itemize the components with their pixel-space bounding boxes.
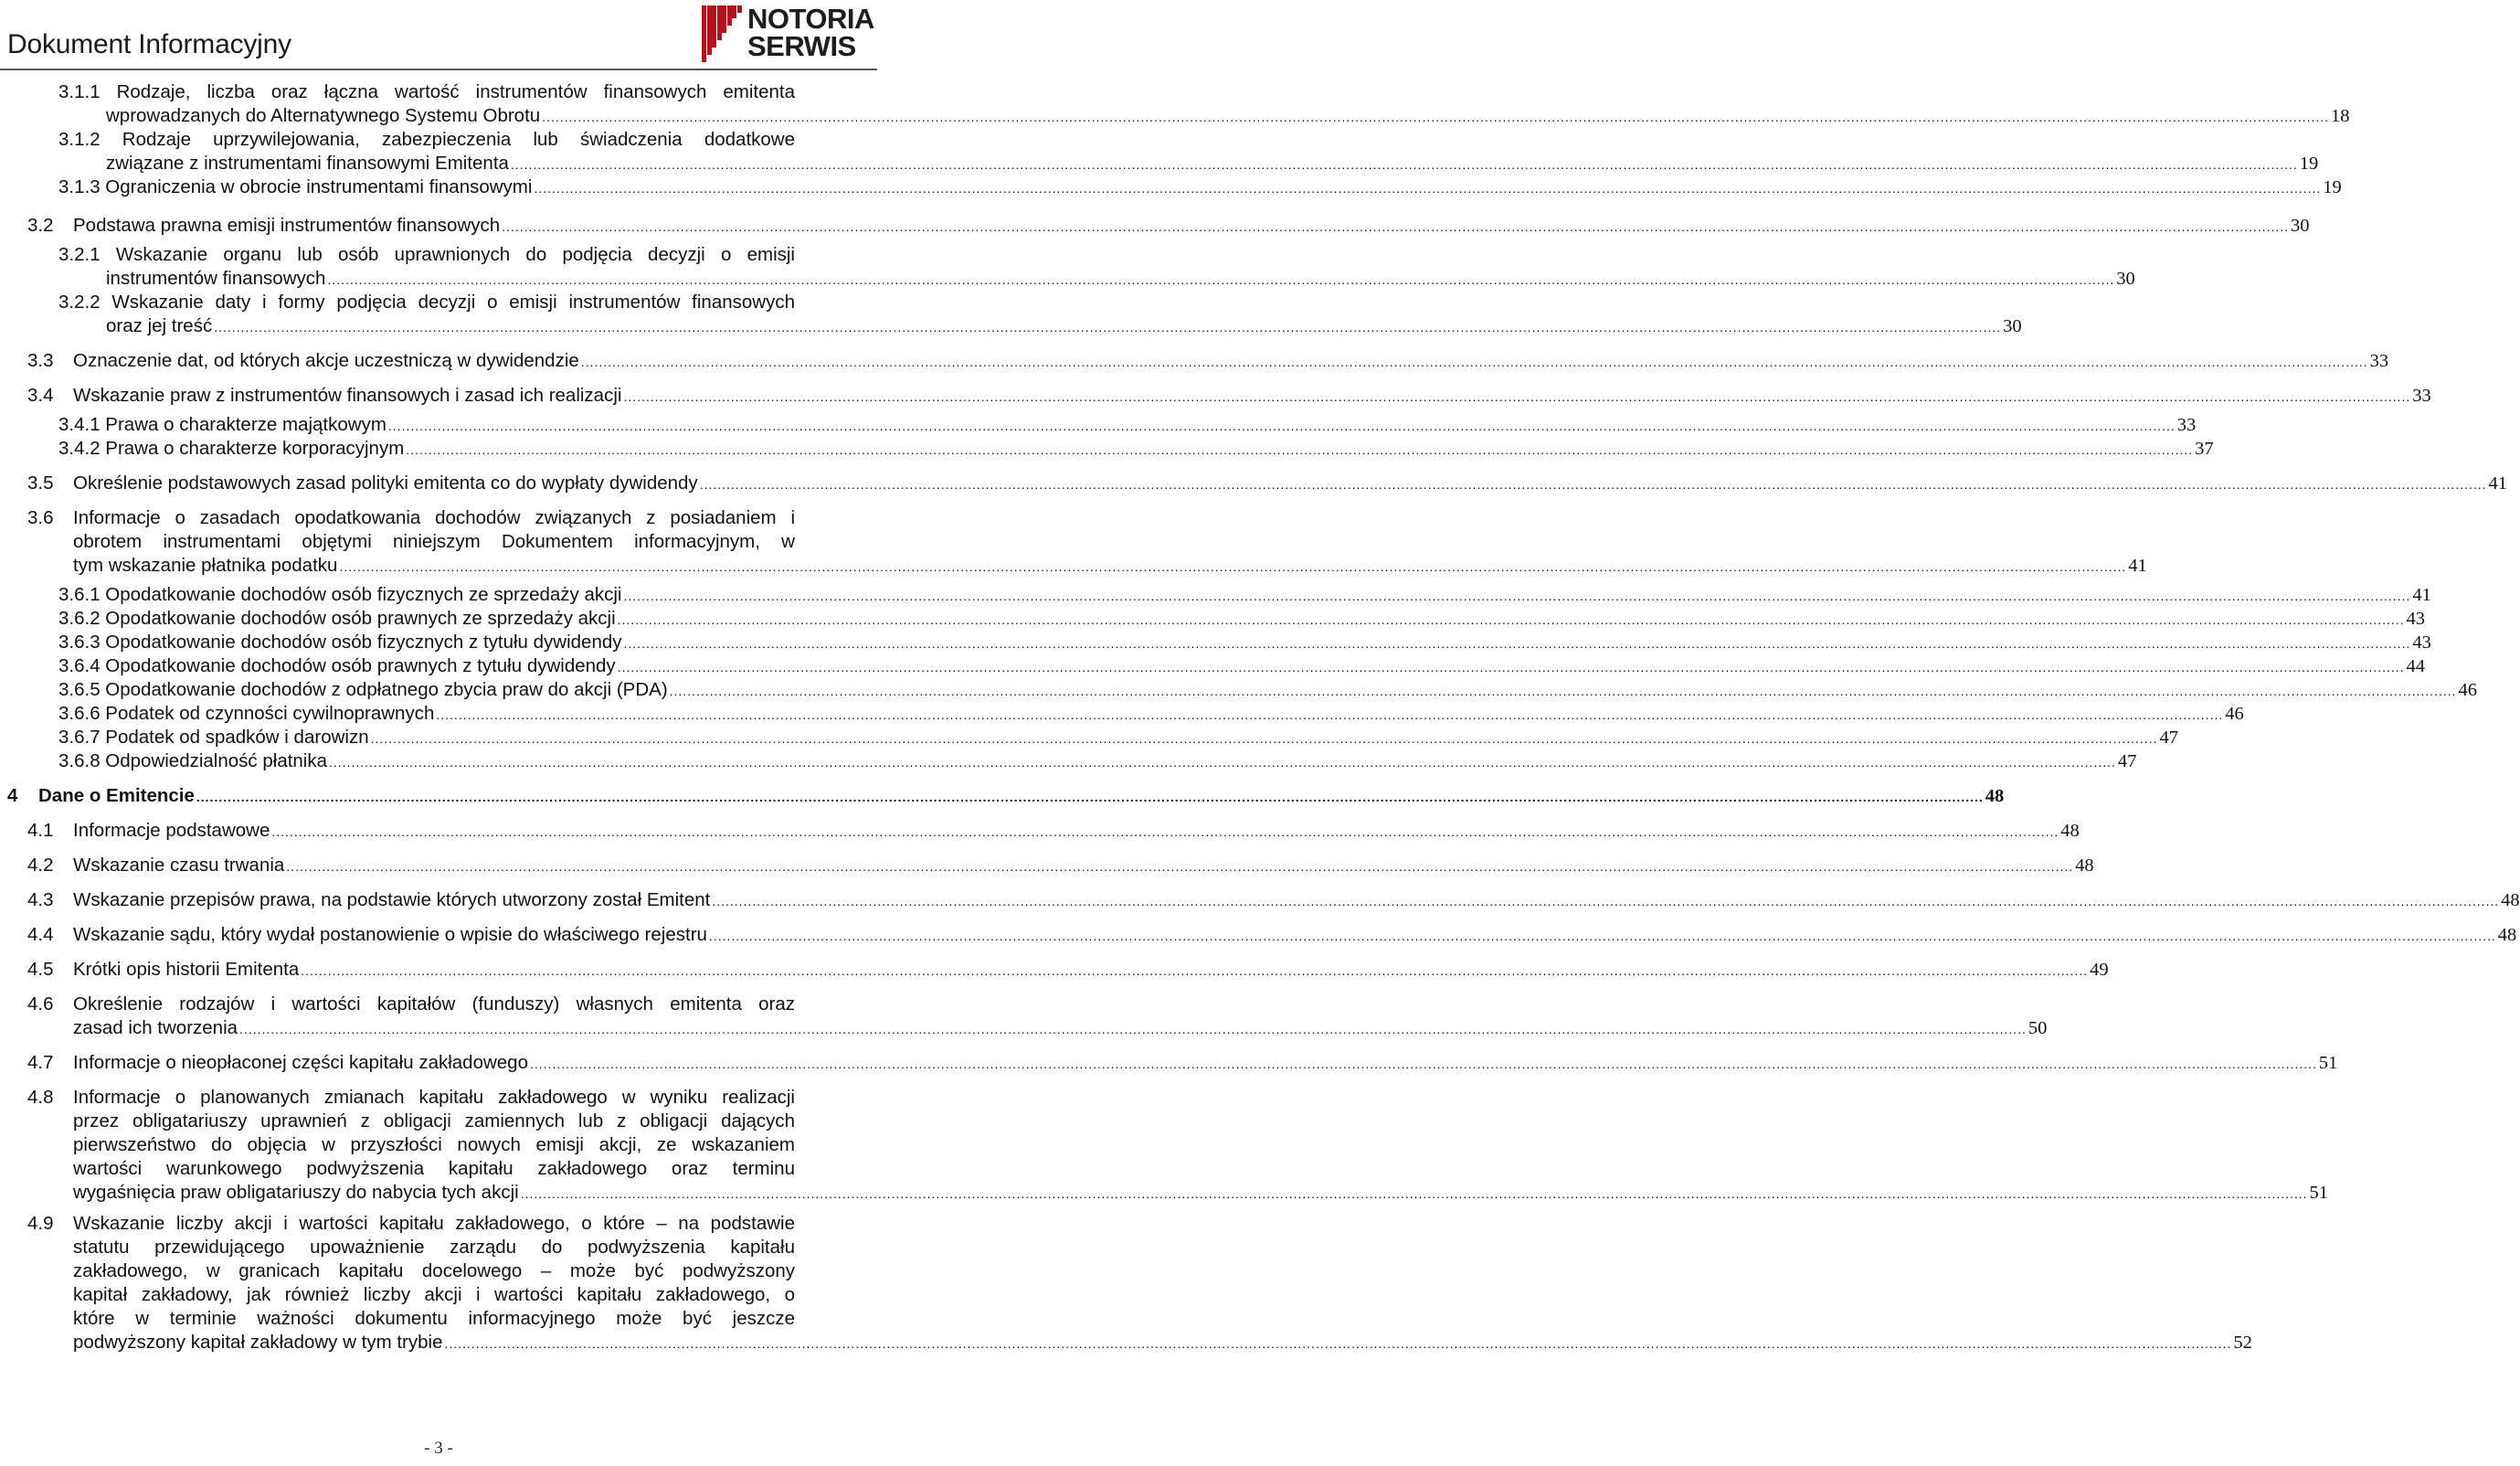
toc-leader-dots: ................................................................................................................................................................................................................................................................................................................................................................................................................	[387, 419, 2176, 433]
toc-leader-dots: ................................................................................................................................................................................................................................................................................................................................................................................................................	[534, 181, 2322, 196]
toc-entry-text: przez obligatariuszy uprawnień z obligacji zamiennych lub z obligacji dających	[73, 1110, 795, 1131]
toc-entry-number: 4.9	[27, 1213, 54, 1234]
logo-stripe	[727, 5, 732, 26]
toc-page-number: 30	[2003, 316, 2022, 336]
toc-entry-text: oraz jej treść	[106, 315, 213, 336]
toc-entry-text: 3.6.8 Odpowiedzialność płatnika	[58, 750, 328, 771]
toc-leader-dots: ................................................................................................................................................................................................................................................................................................................................................................................................................	[520, 1186, 2308, 1201]
toc-leader-dots: ................................................................................................................................................................................................................................................................................................................................................................................................................	[444, 1336, 2232, 1351]
logo-stripe	[702, 5, 706, 62]
toc-entry-text: podwyższony kapitał zakładowy w tym trybie	[73, 1332, 443, 1353]
toc-entry-text: Wskazanie czasu trwania	[73, 855, 285, 876]
toc-page-number: 33	[2369, 351, 2389, 371]
toc-entry-text: 3.6.5 Opodatkowanie dochodów z odpłatnego zbycia praw do akcji (PDA)	[58, 679, 668, 700]
toc-entry-text: 3.6.1 Opodatkowanie dochodów osób fizycznych ze sprzedaży akcji	[58, 584, 622, 605]
toc-entry-text: 3.6.2 Opodatkowanie dochodów osób prawnych ze sprzedaży akcji	[58, 608, 616, 629]
toc-entry-text: które w terminie ważności dokumentu informacyjnego może być jeszcze	[73, 1308, 795, 1329]
toc-entry-text: 3.1.3 Ograniczenia w obrocie instrumentami finansowymi	[58, 176, 533, 197]
toc-entry-text: pierwszeństwo do objęcia w przyszłości nowych emisji akcji, ze wskazaniem	[73, 1134, 795, 1155]
toc-entry-line	[58, 607, 2426, 632]
toc-entry-text: 3.6.6 Podatek od czynności cywilnoprawnych	[58, 703, 435, 724]
logo-line1: NOTORIA	[747, 3, 874, 35]
logo-stripe	[737, 5, 742, 13]
toc-entry-line	[58, 175, 2342, 200]
toc-entry-text: Wskazanie liczby akcji i wartości kapitału zakładowego, o które – na podstawie	[73, 1213, 795, 1234]
toc-page-number: 37	[2195, 439, 2214, 459]
toc-entry-text: 3.1.2 Rodzaje uprzywilejowania, zabezpieczenia lub świadczenia dodatkowe	[58, 129, 795, 150]
toc-leader-dots: ................................................................................................................................................................................................................................................................................................................................................................................................................	[239, 1022, 2027, 1036]
toc-entry-text: Krótki opis historii Emitenta	[73, 959, 300, 980]
toc-page-number: 19	[2299, 154, 2319, 174]
toc-page-number: 43	[2406, 609, 2426, 629]
toc-leader-dots: ................................................................................................................................................................................................................................................................................................................................................................................................................	[214, 320, 2002, 335]
logo-mark-icon	[702, 5, 742, 62]
toc-entry-line	[58, 583, 2431, 608]
toc-entry-line	[73, 1331, 2252, 1355]
toc-entry-text: Podstawa prawna emisji instrumentów finansowych	[73, 215, 501, 236]
toc-page-number: 47	[2117, 751, 2137, 771]
toc-page-number: 46	[2225, 704, 2244, 724]
toc-entry-text: 3.6.4 Opodatkowanie dochodów osób prawnych z tytułu dywidendy	[58, 655, 616, 676]
toc-entry-text: 3.1.1 Rodzaje, liczba oraz łączna wartość instrumentów finansowych emitenta	[58, 81, 795, 102]
toc-leader-dots: ................................................................................................................................................................................................................................................................................................................................................................................................................	[370, 731, 2158, 746]
toc-entry-line	[73, 214, 2310, 239]
toc-entry-text: zakładowego, w granicach kapitału docelowego – może być podwyższony	[73, 1260, 795, 1281]
toc-entry-text: Wskazanie praw z instrumentów finansowych i zasad ich realizacji	[73, 385, 622, 406]
toc-entry-number: 3.5	[27, 473, 54, 494]
toc-leader-dots: ................................................................................................................................................................................................................................................................................................................................................................................................................	[286, 859, 2074, 874]
toc-entry-text: 3.4.1 Prawa o charakterze majątkowym	[58, 414, 386, 435]
toc-entry-line	[106, 267, 2135, 292]
toc-entry-line	[73, 554, 2147, 579]
toc-entry-number: 3.2	[27, 215, 54, 236]
logo-stripe	[712, 5, 716, 48]
toc-entry-text: instrumentów finansowych	[106, 268, 326, 289]
toc-leader-dots: ................................................................................................................................................................................................................................................................................................................................................................................................................	[708, 929, 2496, 943]
toc-page-number: 52	[2233, 1333, 2252, 1353]
toc-page-number: 33	[2412, 386, 2431, 406]
toc-entry-text: Wskazanie sądu, który wydał postanowienie o wpisie do właściwego rejestru	[73, 924, 707, 945]
toc-leader-dots: ................................................................................................................................................................................................................................................................................................................................................................................................................	[623, 389, 2411, 404]
toc-entry-number: 4.3	[27, 889, 54, 910]
toc-entry-number: 3.6	[27, 507, 54, 528]
toc-page-number: 19	[2323, 177, 2342, 197]
toc-entry-text: wygaśnięcia praw obligatariuszy do nabycia tych akcji	[73, 1182, 519, 1203]
toc-entry-text: Określenie podstawowych zasad polityki emitenta co do wypłaty dywidendy	[73, 473, 698, 494]
toc-leader-dots: ................................................................................................................................................................................................................................................................................................................................................................................................................	[530, 1057, 2317, 1071]
toc-entry-text: Oznaczenie dat, od których akcje uczestniczą w dywidendzie	[73, 350, 579, 371]
toc-entry-number: 3.4	[27, 385, 54, 406]
toc-leader-dots: ................................................................................................................................................................................................................................................................................................................................................................................................................	[617, 660, 2405, 675]
toc-entry-line	[73, 349, 2389, 374]
toc-entry-line	[73, 1051, 2338, 1076]
toc-entry-text: kapitał zakładowy, jak również liczby akcji i wartości kapitału zakładowego, o	[73, 1284, 795, 1305]
toc-entry-text: 3.6.7 Podatek od spadków i darowizn	[58, 727, 369, 748]
page-number: - 3 -	[424, 1439, 453, 1458]
toc-entry-text: zasad ich tworzenia	[73, 1017, 238, 1038]
toc-page-number: 41	[2488, 473, 2508, 494]
toc-page-number: 30	[2116, 269, 2135, 289]
logo-stripe	[722, 5, 726, 33]
toc-leader-dots: ................................................................................................................................................................................................................................................................................................................................................................................................................	[339, 559, 2127, 574]
toc-entry-text: 3.4.2 Prawa o charakterze korporacyjnym	[58, 438, 405, 459]
toc-leader-dots: ................................................................................................................................................................................................................................................................................................................................................................................................................	[436, 707, 2224, 722]
document-title: Dokument Informacyjny	[7, 29, 291, 59]
toc-leader-dots: ................................................................................................................................................................................................................................................................................................................................................................................................................	[327, 272, 2115, 287]
toc-entry-text: Informacje o planowanych zmianach kapitału zakładowego w wyniku realizacji	[73, 1087, 795, 1108]
toc-entry-line	[73, 854, 2094, 878]
toc-leader-dots: ................................................................................................................................................................................................................................................................................................................................................................................................................	[580, 355, 2368, 369]
toc-page-number: 48	[2501, 890, 2520, 910]
toc-leader-dots: ................................................................................................................................................................................................................................................................................................................................................................................................................	[510, 157, 2298, 172]
toc-entry-text: 3.2.2 Wskazanie daty i formy podjęcia decyzji o emisji instrumentów finansowych	[58, 292, 795, 313]
toc-entry-line	[73, 958, 2109, 983]
toc-page-number: 41	[2128, 556, 2147, 576]
toc-leader-dots: ................................................................................................................................................................................................................................................................................................................................................................................................................	[196, 790, 1984, 804]
toc-entry-line	[38, 784, 2005, 809]
toc-entry-number: 4.6	[27, 993, 54, 1015]
toc-entry-line	[58, 654, 2426, 679]
toc-entry-number: 4.1	[27, 820, 54, 841]
toc-leader-dots: ................................................................................................................................................................................................................................................................................................................................................................................................................	[406, 442, 2194, 457]
toc-entry-number: 4	[7, 785, 18, 806]
toc-entry-line	[73, 819, 2080, 844]
toc-entry-number: 3.3	[27, 350, 54, 371]
toc-entry-line	[73, 472, 2508, 496]
toc-entry-line	[58, 702, 2244, 727]
toc-entry-text: tym wskazanie płatnika podatku	[73, 555, 338, 576]
toc-entry-number: 4.4	[27, 924, 54, 945]
toc-entry-line	[58, 437, 2214, 462]
toc-entry-line	[73, 384, 2431, 409]
toc-entry-line	[106, 152, 2319, 176]
toc-entry-number: 4.5	[27, 959, 54, 980]
document-header	[0, 0, 877, 71]
toc-page-number: 46	[2458, 680, 2477, 700]
toc-entry-line	[58, 631, 2431, 655]
toc-entry-text: Informacje o zasadach opodatkowania dochodów związanych z posiadaniem i	[73, 507, 795, 528]
toc-entry-text: obrotem instrumentami objętymi niniejszym Dokumentem informacyjnym, w	[73, 531, 795, 552]
toc-leader-dots: ................................................................................................................................................................................................................................................................................................................................................................................................................	[542, 110, 2330, 124]
toc-entry-line	[58, 726, 2178, 750]
toc-entry-text: wprowadzanych do Alternatywnego Systemu Obrotu	[106, 105, 541, 126]
toc-entry-line	[58, 678, 2477, 703]
toc-page-number: 50	[2028, 1018, 2048, 1038]
toc-entry-line	[73, 1016, 2048, 1041]
toc-entry-text: Informacje o nieopłaconej części kapitału zakładowego	[73, 1052, 528, 1073]
toc-leader-dots: ................................................................................................................................................................................................................................................................................................................................................................................................................	[669, 684, 2457, 698]
logo-stripe	[707, 5, 712, 55]
toc-page-number: 18	[2331, 106, 2350, 126]
toc-entry-number: 4.2	[27, 855, 54, 876]
toc-entry-line	[73, 888, 2520, 913]
toc-leader-dots: ................................................................................................................................................................................................................................................................................................................................................................................................................	[301, 963, 2089, 978]
toc-entry-line	[58, 749, 2137, 774]
toc-page-number: 48	[2497, 925, 2517, 945]
toc-entry-line	[58, 413, 2197, 438]
toc-leader-dots: ................................................................................................................................................................................................................................................................................................................................................................................................................	[617, 612, 2405, 627]
toc-entry-text: Określenie rodzajów i wartości kapitałów (funduszy) własnych emitenta oraz	[73, 993, 795, 1015]
toc-entry-text: statutu przewidującego upoważnienie zarządu do podwyższenia kapitału	[73, 1237, 795, 1258]
logo-stripe	[717, 5, 722, 40]
toc-entry-number: 4.7	[27, 1052, 54, 1073]
toc-entry-text: wartości warunkowego podwyższenia kapitału zakładowego oraz terminu	[73, 1158, 795, 1179]
toc-entry-text: Dane o Emitencie	[38, 785, 195, 806]
toc-page-number: 48	[1985, 786, 2005, 806]
toc-page-number: 47	[2159, 728, 2178, 748]
toc-entry-text: związane z instrumentami finansowymi Emitenta	[106, 153, 509, 174]
toc-page-number: 49	[2090, 960, 2109, 980]
header-divider	[0, 69, 877, 70]
toc-leader-dots: ................................................................................................................................................................................................................................................................................................................................................................................................................	[623, 589, 2411, 603]
logo-text	[747, 5, 874, 60]
toc-leader-dots: ................................................................................................................................................................................................................................................................................................................................................................................................................	[712, 894, 2500, 908]
toc-page-number: 33	[2176, 415, 2197, 435]
toc-page-number: 41	[2412, 585, 2431, 605]
toc-entry-text: 3.6.3 Opodatkowanie dochodów osób fizycznych z tytułu dywidendy	[58, 632, 622, 653]
toc-entry-text: Wskazanie przepisów prawa, na podstawie których utworzony został Emitent	[73, 889, 711, 910]
toc-leader-dots: ................................................................................................................................................................................................................................................................................................................................................................................................................	[623, 636, 2411, 651]
toc-page-number: 51	[2318, 1053, 2338, 1073]
toc-entry-line	[73, 1181, 2329, 1206]
toc-entry-line	[106, 104, 2350, 129]
toc-page-number: 48	[2075, 855, 2094, 876]
toc-leader-dots: ................................................................................................................................................................................................................................................................................................................................................................................................................	[329, 755, 2116, 770]
toc-page-number: 43	[2412, 632, 2431, 653]
toc-page-number: 51	[2309, 1183, 2329, 1203]
toc-leader-dots: ................................................................................................................................................................................................................................................................................................................................................................................................................	[502, 219, 2290, 234]
toc-entry-line	[73, 923, 2517, 948]
toc-leader-dots: ................................................................................................................................................................................................................................................................................................................................................................................................................	[699, 477, 2487, 492]
logo-line2: SERWIS	[747, 30, 856, 62]
toc-entry-number: 4.8	[27, 1087, 54, 1108]
toc-page-number: 30	[2291, 216, 2310, 236]
toc-page-number: 48	[2060, 821, 2080, 841]
toc-entry-line	[106, 314, 2022, 339]
toc-entry-text: 3.2.1 Wskazanie organu lub osób uprawnionych do podjęcia decyzji o emisji	[58, 244, 795, 265]
toc-page-number: 44	[2406, 656, 2426, 676]
logo-stripe	[732, 5, 736, 18]
toc-leader-dots: ................................................................................................................................................................................................................................................................................................................................................................................................................	[271, 824, 2059, 839]
toc-entry-text: Informacje podstawowe	[73, 820, 270, 841]
notoria-serwis-logo	[702, 5, 875, 62]
